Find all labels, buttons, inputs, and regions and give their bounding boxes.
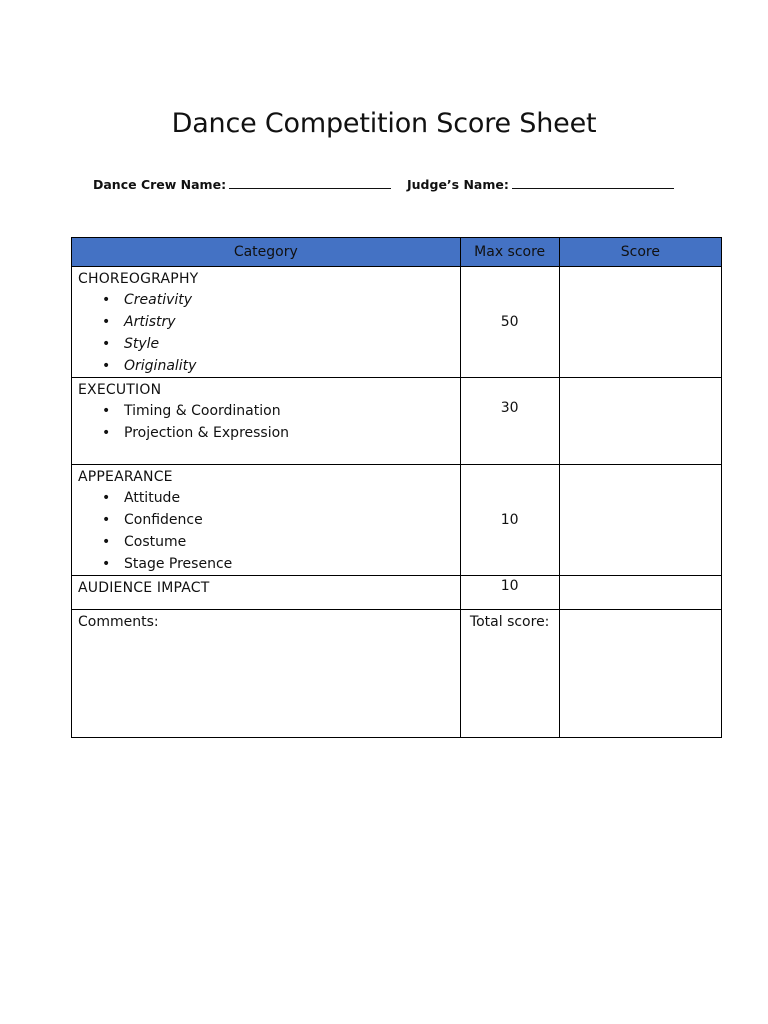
list-item: • Timing & Coordination — [78, 400, 460, 422]
bullet-icon: • — [102, 358, 111, 374]
category-header: Category — [72, 238, 461, 267]
total-score-input-cell[interactable] — [559, 610, 721, 738]
bullet-icon: • — [102, 336, 111, 352]
dance-crew-name-blank[interactable] — [229, 176, 391, 189]
judge-name-field — [407, 176, 674, 192]
bullet-icon: • — [102, 556, 111, 572]
table-row-choreography — [72, 267, 722, 378]
judge-name-label: Judge’s Name: — [407, 177, 509, 192]
dance-crew-name-label: Dance Crew Name: — [93, 177, 227, 192]
comments-label: Comments: — [78, 614, 159, 630]
sub-criteria-list — [78, 487, 460, 575]
list-item: • Creativity — [78, 289, 460, 311]
score-table — [71, 237, 722, 738]
category-title: AUDIENCE IMPACT — [78, 580, 210, 596]
bullet-icon: • — [102, 292, 111, 308]
category-cell — [72, 267, 461, 378]
list-item: • Artistry — [78, 311, 460, 333]
judge-name-blank[interactable] — [512, 176, 674, 189]
bullet-icon: • — [102, 425, 111, 441]
list-item: • Style — [78, 333, 460, 355]
score-input-cell[interactable] — [559, 576, 721, 610]
category-cell — [72, 378, 461, 465]
category-cell — [72, 465, 461, 576]
sub-criteria-list — [78, 289, 460, 377]
bullet-icon: • — [102, 534, 111, 550]
bullet-icon: • — [102, 314, 111, 330]
table-row-appearance — [72, 465, 722, 576]
list-item: • Projection & Expression — [78, 422, 460, 444]
score-input-cell[interactable] — [559, 465, 721, 576]
list-item: • Confidence — [78, 509, 460, 531]
max-score-cell: 10 — [460, 576, 559, 610]
list-item: • Stage Presence — [78, 553, 460, 575]
dance-crew-name-field — [93, 176, 391, 192]
max-score-header: Max score — [460, 238, 559, 267]
table-row-execution — [72, 378, 722, 465]
max-score-cell: 10 — [460, 465, 559, 576]
category-title: CHOREOGRAPHY — [78, 271, 199, 287]
score-header: Score — [559, 238, 721, 267]
category-title: EXECUTION — [78, 382, 162, 398]
list-item: • Attitude — [78, 487, 460, 509]
category-cell — [72, 576, 461, 610]
list-item: • Costume — [78, 531, 460, 553]
list-item: • Originality — [78, 355, 460, 377]
bullet-icon: • — [102, 512, 111, 528]
bullet-icon: • — [102, 403, 111, 419]
max-score-cell: 30 — [460, 378, 559, 465]
comments-cell[interactable] — [72, 610, 461, 738]
page-title: Dance Competition Score Sheet — [171, 108, 597, 139]
sub-criteria-list — [78, 400, 460, 444]
table-header-row — [72, 238, 722, 267]
score-input-cell[interactable] — [559, 378, 721, 465]
bullet-icon: • — [102, 490, 111, 506]
table-row-comments — [72, 610, 722, 738]
max-score-cell: 50 — [460, 267, 559, 378]
table-row-audience-impact — [72, 576, 722, 610]
total-score-label: Total score: — [460, 610, 559, 738]
category-title: APPEARANCE — [78, 469, 173, 485]
score-input-cell[interactable] — [559, 267, 721, 378]
